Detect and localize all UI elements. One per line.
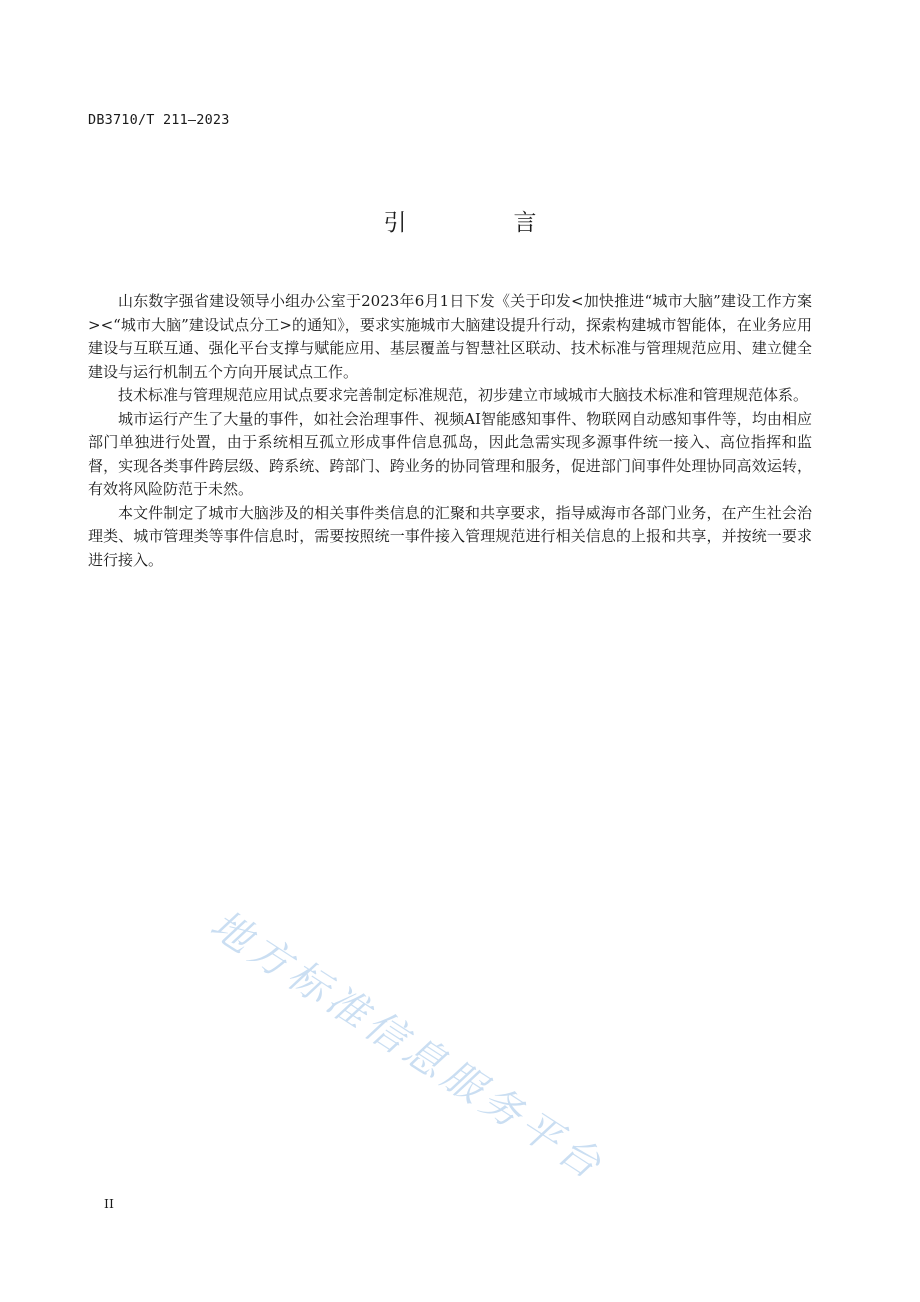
paragraph: 城市运行产生了大量的事件，如社会治理事件、视频AI智能感知事件、物联网自动感知事件等，均由相应部门单独进行处置，由于系统相互孤立形成事件信息孤岛，因此急需实现多源事件统一接入、高位指挥和监督，实现各类事件跨层级、跨系统、跨部门、跨业务的协同管理和服务，促进部门间事件处理协同高效运转，有效将风险防范于未然。: [88, 409, 812, 498]
paragraph: 本文件制定了城市大脑涉及的相关事件类信息的汇聚和共享要求，指导威海市各部门业务，在产生社会治理类、城市管理类等事件信息时，需要按照统一事件接入管理规范进行相关信息的上报和共享，并按统一要求进行接入。: [88, 503, 812, 569]
watermark: 地方标准信息服务平台: [202, 901, 613, 1191]
section-title: 引 言: [383, 210, 579, 236]
paragraph: 技术标准与管理规范应用试点要求完善制定标准规范，初步建立市域城市大脑技术标准和管理规范体系。: [118, 386, 809, 404]
page-number: II: [104, 1196, 114, 1211]
document-code: DB3710/T 211—2023: [88, 112, 230, 128]
body-text: [88, 290, 812, 572]
paragraph: 山东数字强省建设领导小组办公室于2023年6月1日下发《关于印发<加快推进“城市大脑”建设工作方案><“城市大脑”建设试点分工>的通知》，要求实施城市大脑建设提升行动，探索构建城市智能体，在业务应用建设与互联互通、强化平台支撑与赋能应用、基层覆盖与智慧社区联动、技术标准与管理规范应用、建立健全建设与运行机制五个方向开展试点工作。: [88, 292, 812, 381]
